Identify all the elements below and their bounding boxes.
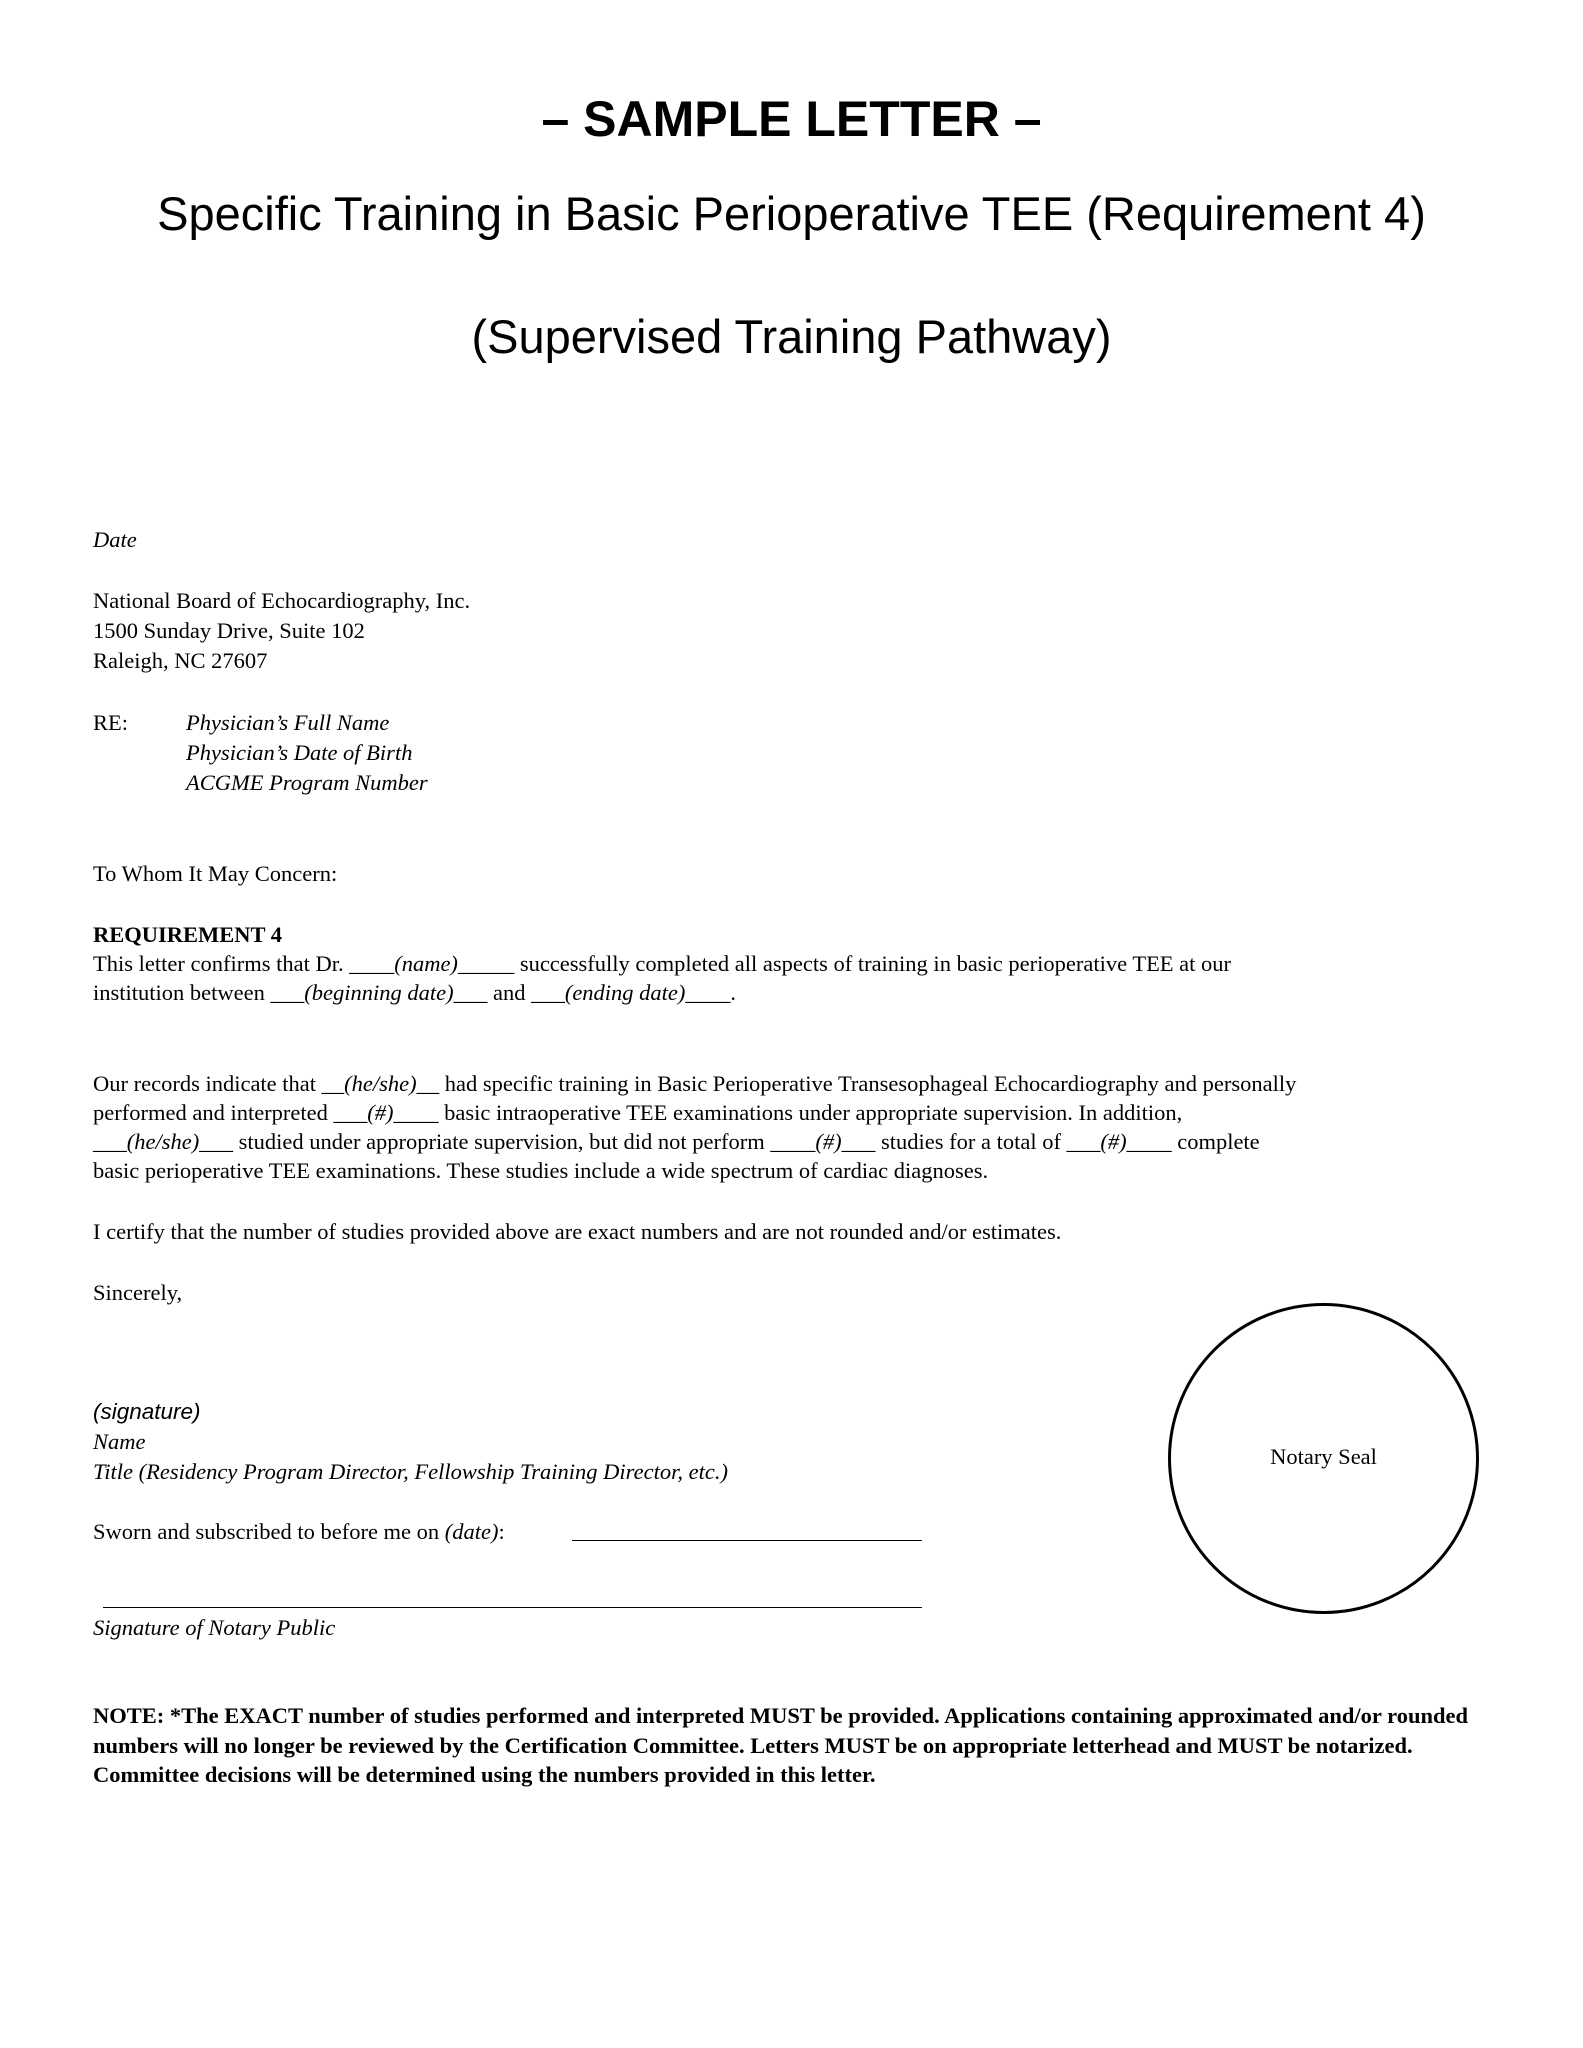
beginning-date-placeholder: (beginning date): [304, 980, 454, 1005]
text-segment: This letter confirms that Dr. ____: [93, 951, 395, 976]
requirement-heading: REQUIREMENT 4: [93, 922, 282, 947]
number-placeholder: (#): [367, 1100, 394, 1125]
re-physician-dob: Physician’s Date of Birth: [186, 740, 413, 765]
text-segment: ___ studied under appropriate supervision, but did not perform ____: [199, 1129, 816, 1154]
notary-seal-circle: [1168, 1303, 1479, 1614]
text-segment: Our records indicate that __: [93, 1071, 345, 1096]
records-line-1: [93, 1069, 1296, 1099]
text-segment: ____.: [685, 980, 737, 1005]
address-line-1: National Board of Echocardiography, Inc.: [93, 588, 471, 613]
re-program-number: ACGME Program Number: [186, 770, 428, 795]
ending-date-placeholder: (ending date): [564, 980, 686, 1005]
closing: Sincerely,: [93, 1280, 183, 1305]
records-line-2: [93, 1098, 1182, 1128]
salutation: To Whom It May Concern:: [93, 861, 338, 886]
text-segment: Sworn and subscribed to before me on: [93, 1519, 445, 1544]
re-physician-name: Physician’s Full Name: [186, 710, 390, 735]
notary-seal-label: Notary Seal: [1270, 1444, 1377, 1469]
re-label: RE:: [93, 710, 129, 735]
pathway-title: (Supervised Training Pathway): [471, 310, 1112, 363]
records-line-4: basic perioperative TEE examinations. These studies include a wide spectrum of cardiac diagnoses.: [93, 1158, 989, 1183]
document-title: – SAMPLE LETTER –: [541, 91, 1042, 147]
address-line-2: 1500 Sunday Drive, Suite 102: [93, 618, 365, 643]
note-paragraph: NOTE: *The EXACT number of studies performed and interpreted MUST be provided. Applications containing approximated and/or rounded numbers will no longer be reviewed by the Certification Committee. Letters MUST be on appropriate letterhead and MUST be notarized. Committee decisions will be determined using the numbers provided in this letter.: [93, 1703, 1468, 1787]
number-placeholder: (#): [815, 1129, 842, 1154]
sworn-date-line: [572, 1540, 922, 1541]
text-segment: _____ successfully completed all aspects of training in basic perioperative TEE at our: [457, 951, 1232, 976]
text-segment: ____ complete: [1126, 1129, 1260, 1154]
date-label: Date: [93, 527, 137, 552]
sworn-statement: [93, 1517, 505, 1547]
number-placeholder: (#): [1100, 1129, 1127, 1154]
signer-title-label: Title (Residency Program Director, Fellowship Training Director, etc.): [93, 1459, 728, 1484]
records-line-3: [93, 1127, 1260, 1157]
requirement-line-1: [93, 949, 1231, 979]
address-line-3: Raleigh, NC 27607: [93, 648, 268, 673]
text-segment: institution between ___: [93, 980, 305, 1005]
signer-name-label: Name: [93, 1429, 146, 1454]
text-segment: __ had specific training in Basic Perioperative Transesophageal Echocardiography and personally: [416, 1071, 1297, 1096]
text-segment: ___: [93, 1129, 127, 1154]
name-placeholder: (name): [394, 951, 458, 976]
pronoun-placeholder: (he/she): [126, 1129, 200, 1154]
text-segment: ___ and ___: [453, 980, 565, 1005]
text-segment: performed and interpreted ___: [93, 1100, 368, 1125]
text-segment: :: [498, 1519, 505, 1544]
signature-label: (signature): [93, 1399, 201, 1424]
document-subtitle: Specific Training in Basic Perioperative TEE (Requirement 4): [157, 187, 1426, 240]
notary-signature-line: [103, 1607, 922, 1608]
text-segment: ___ studies for a total of ___: [841, 1129, 1101, 1154]
re-block: [186, 708, 428, 798]
requirement-line-2: [93, 978, 736, 1008]
certify-statement: I certify that the number of studies provided above are exact numbers and are not rounded and/or estimates.: [93, 1219, 1062, 1244]
text-segment: ____ basic intraoperative TEE examinations under appropriate supervision. In addition,: [393, 1100, 1183, 1125]
pronoun-placeholder: (he/she): [344, 1071, 417, 1096]
date-placeholder: (date): [444, 1519, 499, 1544]
notary-signature-label: Signature of Notary Public: [93, 1615, 336, 1640]
